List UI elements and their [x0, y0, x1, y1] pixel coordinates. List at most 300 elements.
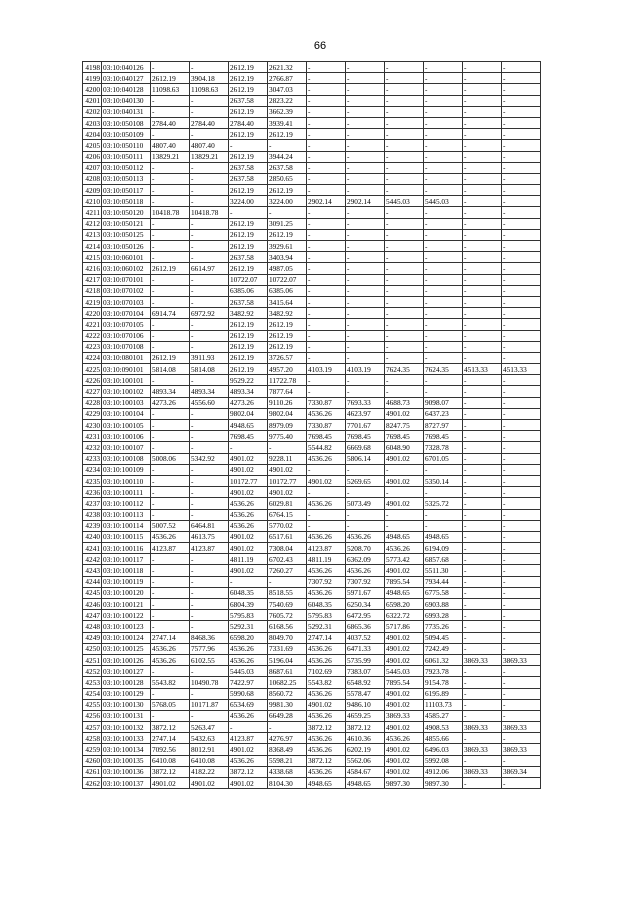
- table-cell: 3911.93: [190, 352, 229, 363]
- table-cell: 7383.07: [346, 666, 385, 677]
- table-cell: 03:10:100130: [102, 699, 151, 710]
- table-cell: -: [346, 106, 385, 117]
- table-cell: 03:10:100133: [102, 733, 151, 744]
- table-cell: 5795.83: [307, 610, 346, 621]
- table-cell: -: [307, 319, 346, 330]
- table-cell: -: [190, 408, 229, 419]
- table-cell: 4182.22: [190, 766, 229, 777]
- table-row: [83, 73, 541, 84]
- table-cell: -: [463, 554, 502, 565]
- table-cell: 9981.30: [268, 699, 307, 710]
- table-cell: -: [346, 95, 385, 106]
- table-cell: 03:10:070104: [102, 308, 151, 319]
- table-cell: -: [463, 487, 502, 498]
- table-cell: -: [502, 408, 541, 419]
- table-cell: 8518.55: [268, 587, 307, 598]
- table-row: [83, 621, 541, 632]
- table-cell: 3872.12: [151, 722, 190, 733]
- table-cell: -: [346, 319, 385, 330]
- table-cell: 5350.14: [424, 475, 463, 486]
- table-cell: 4211: [83, 207, 102, 218]
- table-cell: 3872.12: [346, 722, 385, 733]
- table-cell: 3482.92: [229, 308, 268, 319]
- table-cell: -: [346, 330, 385, 341]
- table-cell: -: [385, 62, 424, 73]
- table-cell: -: [424, 129, 463, 140]
- table-cell: 4248: [83, 621, 102, 632]
- table-cell: 03:10:080101: [102, 352, 151, 363]
- table-cell: -: [463, 520, 502, 531]
- table-cell: 7698.45: [346, 431, 385, 442]
- table-cell: 13829.21: [151, 151, 190, 162]
- table-cell: -: [346, 464, 385, 475]
- table-cell: -: [424, 487, 463, 498]
- table-cell: -: [229, 442, 268, 453]
- table-cell: 03:10:100108: [102, 453, 151, 464]
- table-cell: -: [463, 733, 502, 744]
- table-cell: -: [385, 151, 424, 162]
- table-cell: 4208: [83, 173, 102, 184]
- table-cell: 4901.02: [385, 408, 424, 419]
- table-cell: 3869.33: [502, 744, 541, 755]
- table-cell: 03:10:100122: [102, 610, 151, 621]
- table-cell: 5578.47: [346, 688, 385, 699]
- table-cell: -: [463, 710, 502, 721]
- table-cell: 6649.28: [268, 710, 307, 721]
- table-cell: -: [463, 531, 502, 542]
- table-cell: 7102.69: [307, 666, 346, 677]
- table-cell: -: [346, 129, 385, 140]
- table-cell: -: [385, 274, 424, 285]
- table-cell: 03:10:100101: [102, 375, 151, 386]
- table-cell: 4901.02: [385, 699, 424, 710]
- table-cell: 11098.63: [190, 84, 229, 95]
- table-cell: -: [151, 62, 190, 73]
- table-cell: -: [463, 330, 502, 341]
- table-cell: 5445.03: [385, 196, 424, 207]
- table-cell: 03:10:100111: [102, 487, 151, 498]
- table-cell: -: [424, 386, 463, 397]
- table-cell: 4273.26: [229, 397, 268, 408]
- table-cell: 4901.02: [229, 487, 268, 498]
- table-row: [83, 733, 541, 744]
- table-cell: -: [268, 722, 307, 733]
- table-cell: 03:10:100129: [102, 688, 151, 699]
- page-number: 66: [313, 40, 327, 52]
- table-cell: -: [502, 710, 541, 721]
- table-cell: 9486.10: [346, 699, 385, 710]
- table-cell: 3869.33: [463, 654, 502, 665]
- table-cell: 3939.41: [268, 117, 307, 128]
- table-cell: 6410.08: [151, 755, 190, 766]
- table-cell: 03:10:100113: [102, 509, 151, 520]
- table-cell: 6194.09: [424, 543, 463, 554]
- table-cell: 11722.78: [268, 375, 307, 386]
- table-cell: 7895.54: [385, 576, 424, 587]
- table-row: [83, 722, 541, 733]
- table-cell: -: [385, 296, 424, 307]
- table-cell: 03:10:100109: [102, 464, 151, 475]
- table-cell: 5325.72: [424, 498, 463, 509]
- table-cell: -: [307, 308, 346, 319]
- table-cell: 4536.26: [229, 498, 268, 509]
- table-cell: 4227: [83, 386, 102, 397]
- table-row: [83, 140, 541, 151]
- table-cell: 5196.04: [268, 654, 307, 665]
- table-cell: -: [502, 733, 541, 744]
- table-cell: -: [151, 185, 190, 196]
- table-cell: -: [502, 498, 541, 509]
- table-cell: 2784.40: [190, 117, 229, 128]
- table-cell: -: [463, 140, 502, 151]
- table-cell: -: [502, 84, 541, 95]
- table-cell: 2747.14: [151, 733, 190, 744]
- table-cell: 8012.91: [190, 744, 229, 755]
- table-cell: 6517.61: [268, 531, 307, 542]
- table-cell: -: [307, 173, 346, 184]
- table-cell: -: [463, 386, 502, 397]
- table-cell: -: [502, 487, 541, 498]
- table-cell: -: [190, 62, 229, 73]
- table-cell: 4233: [83, 453, 102, 464]
- table-cell: -: [151, 196, 190, 207]
- table-row: [83, 151, 541, 162]
- table-cell: 3944.24: [268, 151, 307, 162]
- table-cell: 03:10:070103: [102, 296, 151, 307]
- table-row: [83, 173, 541, 184]
- table-cell: 4228: [83, 397, 102, 408]
- table-cell: 03:10:100115: [102, 531, 151, 542]
- table-cell: -: [502, 520, 541, 531]
- table-cell: -: [502, 420, 541, 431]
- table-cell: 03:10:070105: [102, 319, 151, 330]
- table-cell: 03:10:100112: [102, 498, 151, 509]
- table-row: [83, 218, 541, 229]
- table-row: [83, 520, 541, 531]
- table-cell: 8247.75: [385, 420, 424, 431]
- table-row: [83, 442, 541, 453]
- table-cell: 4901.02: [229, 744, 268, 755]
- table-cell: -: [424, 352, 463, 363]
- table-cell: -: [463, 229, 502, 240]
- table-cell: 4901.02: [229, 531, 268, 542]
- table-cell: 4242: [83, 554, 102, 565]
- table-cell: 10682.25: [268, 677, 307, 688]
- table-cell: -: [424, 341, 463, 352]
- table-cell: 4205: [83, 140, 102, 151]
- table-cell: -: [502, 330, 541, 341]
- table-cell: -: [502, 62, 541, 73]
- table-cell: -: [463, 129, 502, 140]
- table-cell: -: [463, 375, 502, 386]
- table-cell: 2612.19: [268, 185, 307, 196]
- table-cell: -: [385, 84, 424, 95]
- table-cell: 4257: [83, 722, 102, 733]
- table-cell: 03:10:050125: [102, 229, 151, 240]
- table-cell: -: [463, 420, 502, 431]
- table-row: [83, 509, 541, 520]
- table-cell: 4536.26: [307, 498, 346, 509]
- table-cell: 9529.22: [229, 375, 268, 386]
- table-cell: -: [424, 207, 463, 218]
- table-cell: 6764.15: [268, 509, 307, 520]
- table-cell: -: [190, 565, 229, 576]
- table-cell: -: [463, 509, 502, 520]
- table-cell: 4276.97: [268, 733, 307, 744]
- table-cell: 4123.87: [151, 543, 190, 554]
- table-cell: -: [151, 587, 190, 598]
- table-cell: 7624.35: [385, 364, 424, 375]
- table-row: [83, 386, 541, 397]
- table-cell: -: [151, 218, 190, 229]
- table-cell: -: [190, 252, 229, 263]
- table-cell: 4536.26: [229, 755, 268, 766]
- table-row: [83, 487, 541, 498]
- table-cell: 03:10:100136: [102, 766, 151, 777]
- table-cell: 7877.64: [268, 386, 307, 397]
- table-cell: 5292.31: [307, 621, 346, 632]
- table-cell: -: [346, 252, 385, 263]
- table-row: [83, 710, 541, 721]
- table-cell: 5773.42: [385, 554, 424, 565]
- table-cell: 03:10:100137: [102, 778, 151, 789]
- table-cell: 4948.65: [385, 531, 424, 542]
- table-row: [83, 666, 541, 677]
- table-cell: 03:10:100131: [102, 710, 151, 721]
- table-cell: 6857.68: [424, 554, 463, 565]
- table-cell: 5990.68: [229, 688, 268, 699]
- table-cell: 6614.97: [190, 263, 229, 274]
- table-cell: -: [346, 386, 385, 397]
- table-cell: 4243: [83, 565, 102, 576]
- table-cell: -: [502, 453, 541, 464]
- table-cell: -: [424, 173, 463, 184]
- table-cell: 4204: [83, 129, 102, 140]
- table-cell: 2612.19: [268, 319, 307, 330]
- table-cell: 5992.08: [424, 755, 463, 766]
- table-cell: 4222: [83, 330, 102, 341]
- table-cell: 4536.26: [307, 453, 346, 464]
- table-cell: -: [502, 509, 541, 520]
- table-cell: -: [151, 666, 190, 677]
- table-cell: 4232: [83, 442, 102, 453]
- table-cell: 03:10:040128: [102, 84, 151, 95]
- table-cell: 4513.33: [502, 364, 541, 375]
- table-cell: 9110.26: [268, 397, 307, 408]
- table-cell: 4123.87: [307, 543, 346, 554]
- table-cell: 4225: [83, 364, 102, 375]
- table-cell: -: [346, 84, 385, 95]
- table-cell: -: [190, 375, 229, 386]
- table-cell: 5598.21: [268, 755, 307, 766]
- table-cell: -: [463, 185, 502, 196]
- table-cell: -: [463, 263, 502, 274]
- table-cell: 03:10:100128: [102, 677, 151, 688]
- table-cell: -: [346, 151, 385, 162]
- table-cell: 4210: [83, 196, 102, 207]
- table-cell: -: [424, 252, 463, 263]
- table-cell: -: [385, 229, 424, 240]
- table-cell: 3726.57: [268, 352, 307, 363]
- table-cell: -: [463, 196, 502, 207]
- table-cell: 8104.30: [268, 778, 307, 789]
- table-cell: 4215: [83, 252, 102, 263]
- table-row: [83, 352, 541, 363]
- table-row: [83, 375, 541, 386]
- table-cell: 10722.07: [268, 274, 307, 285]
- table-cell: -: [307, 464, 346, 475]
- table-cell: 2612.19: [229, 229, 268, 240]
- table-cell: 4200: [83, 84, 102, 95]
- table-row: [83, 654, 541, 665]
- table-cell: -: [502, 140, 541, 151]
- table-row: [83, 364, 541, 375]
- table-cell: -: [385, 520, 424, 531]
- table-cell: 4893.34: [151, 386, 190, 397]
- table-cell: 4536.26: [307, 654, 346, 665]
- table-cell: -: [385, 308, 424, 319]
- table-cell: 4206: [83, 151, 102, 162]
- table-cell: 4536.26: [385, 543, 424, 554]
- table-cell: -: [502, 778, 541, 789]
- table-cell: 6472.95: [346, 610, 385, 621]
- table-cell: 03:10:050117: [102, 185, 151, 196]
- table-cell: 3403.94: [268, 252, 307, 263]
- table-cell: -: [307, 241, 346, 252]
- table-cell: 4987.05: [268, 263, 307, 274]
- table-body: [83, 62, 541, 789]
- table-cell: 2766.87: [268, 73, 307, 84]
- table-cell: 10172.77: [229, 475, 268, 486]
- table-cell: -: [190, 285, 229, 296]
- table-cell: 8727.97: [424, 420, 463, 431]
- table-cell: -: [424, 62, 463, 73]
- table-cell: -: [463, 576, 502, 587]
- table-cell: 4536.26: [307, 408, 346, 419]
- table-cell: -: [151, 710, 190, 721]
- table-cell: -: [424, 218, 463, 229]
- table-cell: 7331.69: [268, 643, 307, 654]
- table-cell: 4901.02: [385, 722, 424, 733]
- table-cell: 03:10:050121: [102, 218, 151, 229]
- table-cell: 8687.61: [268, 666, 307, 677]
- table-cell: -: [346, 296, 385, 307]
- table-cell: 03:10:100125: [102, 643, 151, 654]
- table-cell: 2612.19: [229, 352, 268, 363]
- table-cell: 7895.54: [385, 677, 424, 688]
- table-cell: 5445.03: [229, 666, 268, 677]
- table-cell: 4536.26: [229, 509, 268, 520]
- table-cell: 4245: [83, 587, 102, 598]
- table-cell: -: [190, 475, 229, 486]
- table-cell: -: [502, 431, 541, 442]
- table-cell: -: [190, 95, 229, 106]
- table-cell: 5770.02: [268, 520, 307, 531]
- table-cell: 3904.18: [190, 73, 229, 84]
- table-cell: 4536.26: [346, 565, 385, 576]
- table-cell: 03:10:040130: [102, 95, 151, 106]
- table-cell: -: [463, 207, 502, 218]
- table-cell: -: [463, 565, 502, 576]
- table-cell: -: [502, 587, 541, 598]
- table-cell: -: [502, 308, 541, 319]
- table-row: [83, 587, 541, 598]
- table-cell: -: [151, 375, 190, 386]
- table-cell: 2612.19: [268, 330, 307, 341]
- table-cell: -: [463, 621, 502, 632]
- table-cell: -: [346, 352, 385, 363]
- table-cell: 5543.82: [151, 677, 190, 688]
- table-cell: 4262: [83, 778, 102, 789]
- table-cell: -: [190, 431, 229, 442]
- table-cell: 3869.33: [502, 654, 541, 665]
- table-cell: 5971.67: [346, 587, 385, 598]
- table-cell: 10490.78: [190, 677, 229, 688]
- table-row: [83, 632, 541, 643]
- table-cell: 2637.58: [268, 162, 307, 173]
- table-cell: 4901.02: [229, 453, 268, 464]
- table-cell: -: [502, 196, 541, 207]
- table-cell: 03:10:070106: [102, 330, 151, 341]
- table-cell: -: [502, 241, 541, 252]
- table-cell: -: [424, 319, 463, 330]
- table-cell: 4948.65: [346, 778, 385, 789]
- table-row: [83, 62, 541, 73]
- table-cell: 4556.60: [190, 397, 229, 408]
- table-cell: -: [385, 319, 424, 330]
- table-cell: 7307.92: [307, 576, 346, 587]
- table-cell: 2612.19: [268, 129, 307, 140]
- table-cell: 4912.06: [424, 766, 463, 777]
- table-cell: -: [502, 73, 541, 84]
- table-cell: -: [502, 599, 541, 610]
- table-cell: -: [307, 296, 346, 307]
- table-cell: -: [463, 319, 502, 330]
- table-cell: 5342.92: [190, 453, 229, 464]
- table-cell: 7422.97: [229, 677, 268, 688]
- table-cell: 3224.00: [268, 196, 307, 207]
- table-cell: 4237: [83, 498, 102, 509]
- table-cell: -: [463, 666, 502, 677]
- table-cell: 03:10:060101: [102, 252, 151, 263]
- table-cell: 4536.26: [229, 643, 268, 654]
- table-cell: -: [307, 84, 346, 95]
- table-cell: 03:10:100110: [102, 475, 151, 486]
- table-cell: -: [190, 274, 229, 285]
- table-cell: 8368.49: [268, 744, 307, 755]
- table-cell: 4536.26: [229, 654, 268, 665]
- table-cell: 2784.40: [151, 117, 190, 128]
- table-cell: -: [151, 576, 190, 587]
- table-cell: -: [151, 106, 190, 117]
- table-row: [83, 778, 541, 789]
- table-cell: 13829.21: [190, 151, 229, 162]
- table-cell: -: [502, 643, 541, 654]
- table-cell: 7307.92: [346, 576, 385, 587]
- table-cell: 5007.52: [151, 520, 190, 531]
- table-cell: 03:10:050108: [102, 117, 151, 128]
- table-cell: -: [151, 498, 190, 509]
- table-cell: -: [346, 73, 385, 84]
- table-cell: 5735.99: [346, 654, 385, 665]
- table-cell: -: [502, 610, 541, 621]
- table-cell: 6362.09: [346, 554, 385, 565]
- table-row: [83, 565, 541, 576]
- table-cell: -: [463, 352, 502, 363]
- table-cell: -: [463, 699, 502, 710]
- table-cell: -: [307, 252, 346, 263]
- table-cell: 4536.26: [307, 766, 346, 777]
